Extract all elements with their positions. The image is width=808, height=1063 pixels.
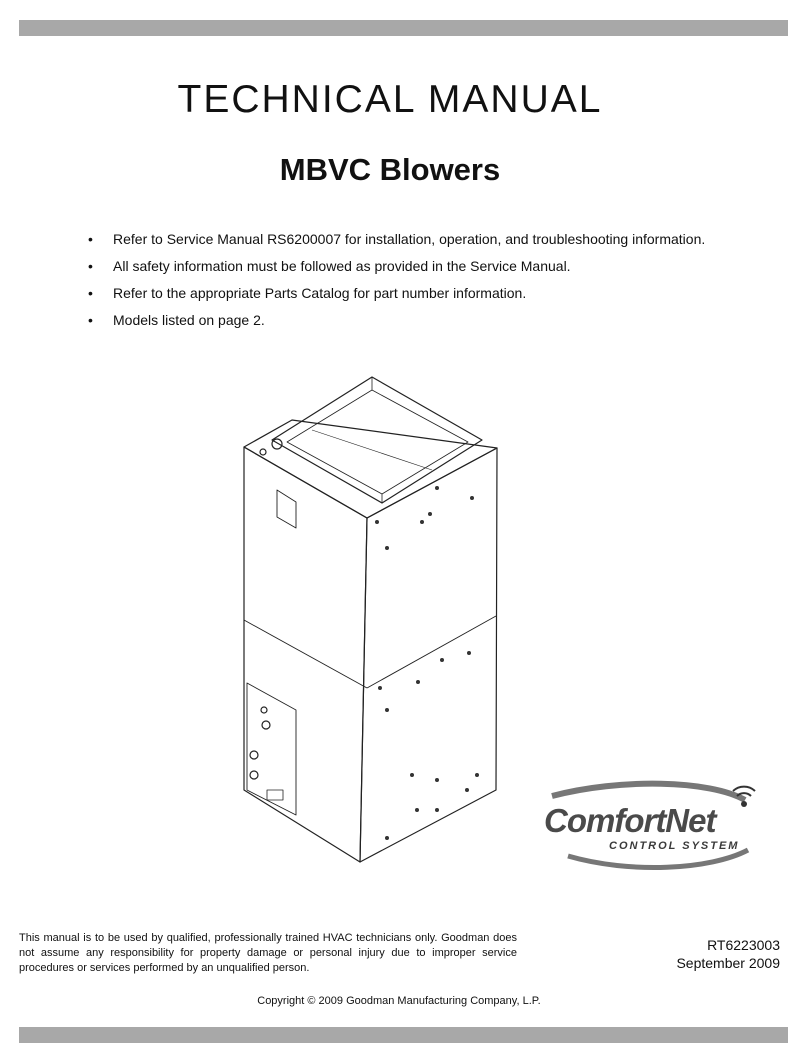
list-item — [88, 311, 748, 338]
bullet-icon: • — [88, 258, 93, 274]
document-date: September 2009 — [676, 955, 780, 971]
bullet-icon: • — [88, 285, 93, 301]
bullet-list — [88, 230, 748, 338]
bullet-icon: • — [88, 231, 93, 247]
blower-unit-illustration — [232, 370, 532, 870]
list-item — [88, 230, 748, 257]
logo-wordmark: ComfortNet — [544, 802, 716, 839]
logo-tagline: CONTROL SYSTEM — [609, 840, 740, 852]
top-decorative-bar — [19, 20, 788, 36]
page-title: TECHNICAL MANUAL — [177, 78, 603, 121]
bullet-text: Models listed on page 2. — [113, 312, 265, 328]
page-subtitle: MBVC Blowers — [279, 152, 501, 187]
document-number-block — [676, 936, 780, 972]
bullet-text: All safety information must be followed as provided in the Service Manual. — [113, 258, 571, 274]
comfortnet-logo — [540, 778, 768, 878]
bottom-decorative-bar — [19, 1027, 788, 1043]
bullet-icon: • — [88, 312, 93, 328]
copyright-text: Copyright © 2009 Goodman Manufacturing Company, L.P. — [257, 995, 541, 1007]
document-number: RT6223003 — [707, 937, 780, 953]
bullet-text: Refer to Service Manual RS6200007 for installation, operation, and troubleshooting information. — [113, 231, 706, 247]
list-item — [88, 284, 748, 311]
list-item — [88, 257, 748, 284]
bullet-text: Refer to the appropriate Parts Catalog for part number information. — [113, 285, 527, 301]
disclaimer-text: This manual is to be used by qualified, professionally trained HVAC technicians only. Goodman does not assume any responsibility for property damage or personal injury due to improper service procedures or services performed by an unqualified person. — [19, 932, 517, 974]
